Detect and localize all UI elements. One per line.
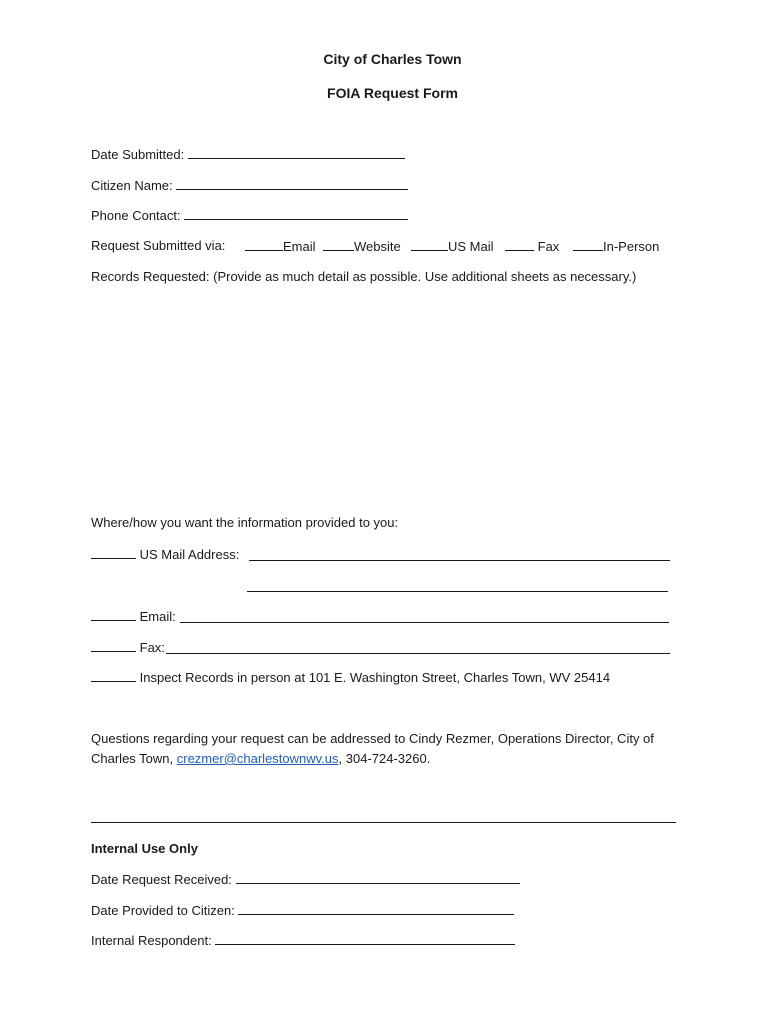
date-submitted-field[interactable]: [188, 146, 405, 159]
via-website-label: Website: [354, 239, 401, 254]
respondent-label: Internal Respondent:: [91, 933, 212, 948]
delivery-fax-check[interactable]: [91, 639, 136, 652]
date-provided-row: [91, 902, 514, 919]
date-submitted-row: [91, 146, 405, 163]
date-provided-label: Date Provided to Citizen:: [91, 903, 235, 918]
records-requested-area[interactable]: [91, 290, 681, 500]
delivery-email-field[interactable]: [180, 610, 669, 623]
via-fax-blank[interactable]: [505, 238, 534, 251]
delivery-usmail-row: [91, 546, 239, 563]
delivery-fax-label: Fax:: [139, 640, 165, 655]
delivery-heading: Where/how you want the information provided to you:: [91, 515, 399, 530]
usmail-address-field-2[interactable]: [247, 579, 668, 592]
internal-heading: Internal Use Only: [91, 841, 198, 856]
date-received-label: Date Request Received:: [91, 872, 232, 887]
delivery-inspect-check[interactable]: [91, 669, 136, 682]
usmail-address-field-1[interactable]: [249, 548, 670, 561]
via-usmail-blank[interactable]: [411, 238, 448, 251]
via-usmail-option[interactable]: [411, 238, 494, 255]
date-received-row: [91, 871, 520, 888]
respondent-field[interactable]: [215, 932, 515, 945]
request-via-label: Request Submitted via:: [91, 238, 226, 253]
delivery-email-row: [91, 608, 176, 625]
contact-phone-text: , 304-724-3260.: [338, 751, 431, 766]
page-title: City of Charles Town: [323, 51, 462, 67]
phone-contact-row: [91, 207, 408, 224]
delivery-fax-row: [91, 639, 165, 656]
citizen-name-field[interactable]: [176, 177, 408, 190]
delivery-email-label: Email:: [139, 609, 176, 624]
via-email-blank[interactable]: [245, 238, 283, 251]
section-divider: [91, 822, 676, 823]
date-provided-field[interactable]: [238, 902, 514, 915]
delivery-inspect-label: Inspect Records in person at 101 E. Washington Street, Charles Town, WV 25414: [139, 670, 611, 685]
phone-contact-field[interactable]: [184, 207, 408, 220]
contact-text: Questions regarding your request can be addressed to Cindy Rezmer, Operations Director, City of Charles Town,: [91, 731, 654, 766]
respondent-row: [91, 932, 515, 949]
delivery-inspect-row: [91, 669, 610, 686]
citizen-name-row: [91, 177, 408, 194]
contact-paragraph: [91, 729, 691, 769]
page-subtitle: FOIA Request Form: [327, 85, 458, 101]
phone-contact-label: Phone Contact:: [91, 208, 181, 223]
via-inperson-label: In-Person: [603, 239, 660, 254]
delivery-fax-field[interactable]: [166, 641, 670, 654]
records-requested-label: Records Requested: (Provide as much detail as possible. Use additional sheets as necessary.): [91, 269, 637, 284]
via-email-option[interactable]: [245, 238, 316, 255]
via-inperson-blank[interactable]: [573, 238, 603, 251]
delivery-email-check[interactable]: [91, 608, 136, 621]
citizen-name-label: Citizen Name:: [91, 178, 173, 193]
via-fax-label: Fax: [537, 239, 560, 254]
via-usmail-label: US Mail: [448, 239, 494, 254]
contact-email-link[interactable]: crezmer@charlestownwv.us: [176, 751, 339, 766]
date-received-field[interactable]: [236, 871, 520, 884]
via-fax-option[interactable]: [505, 238, 559, 255]
via-website-blank[interactable]: [323, 238, 354, 251]
delivery-usmail-label: US Mail Address:: [139, 547, 240, 562]
via-inperson-option[interactable]: [573, 238, 659, 255]
via-website-option[interactable]: [323, 238, 401, 255]
date-submitted-label: Date Submitted:: [91, 147, 185, 162]
via-email-label: Email: [283, 239, 316, 254]
delivery-usmail-check[interactable]: [91, 546, 136, 559]
